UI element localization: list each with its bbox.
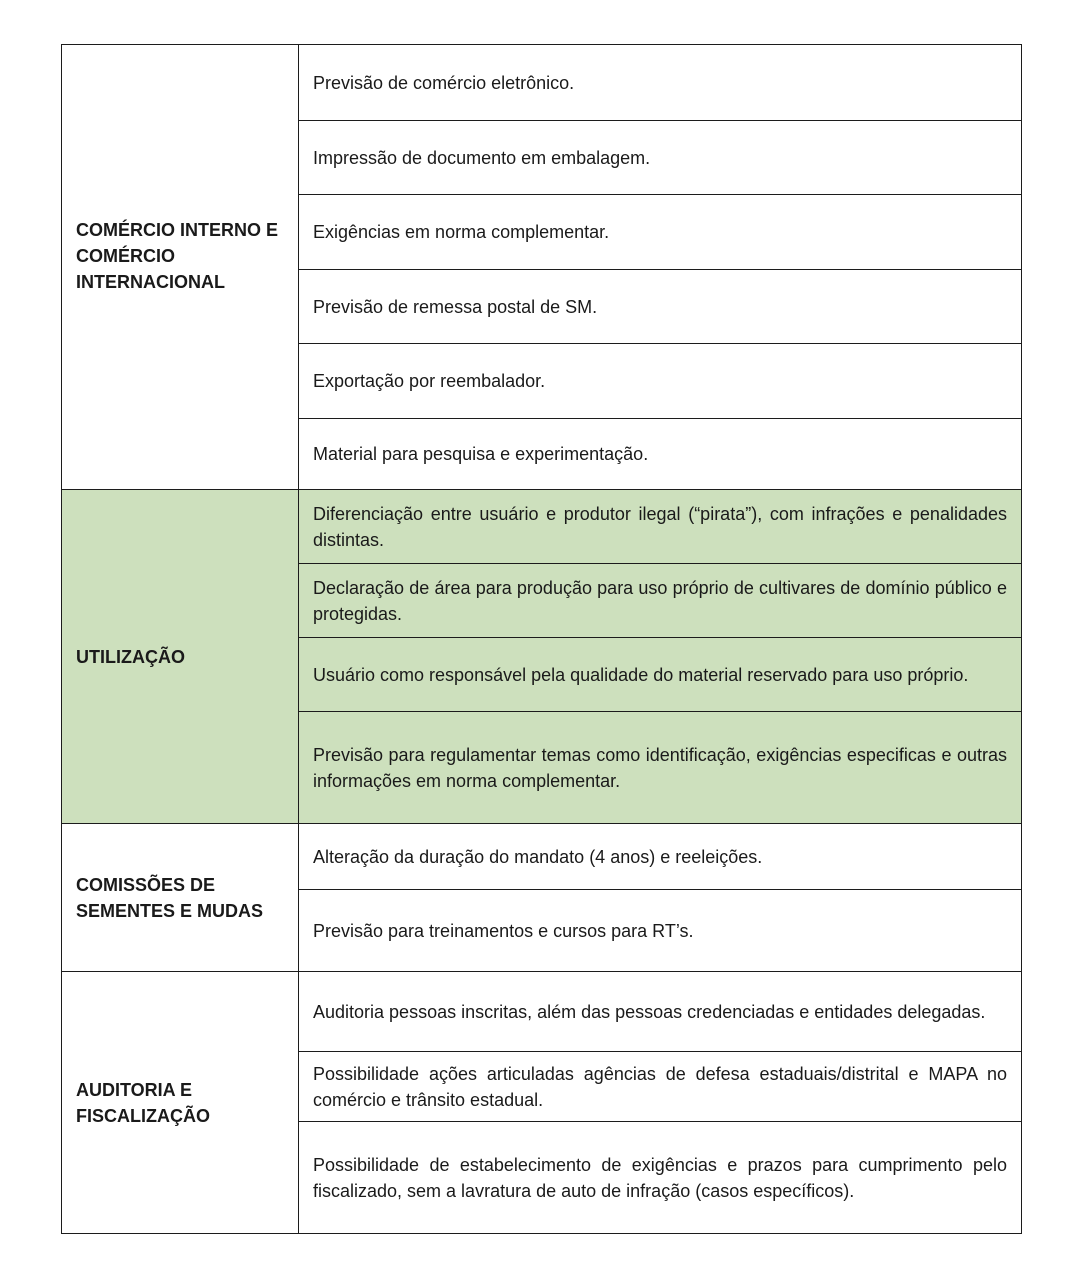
list-item: Diferenciação entre usuário e produtor ilegal (“pirata”), com infrações e penalidades distintas. <box>299 490 1022 564</box>
list-item: Previsão de comércio eletrônico. <box>299 45 1022 121</box>
list-item: Usuário como responsável pela qualidade do material reservado para uso próprio. <box>299 638 1022 712</box>
list-item: Previsão para treinamentos e cursos para RT’s. <box>299 890 1022 972</box>
list-item: Impressão de documento em embalagem. <box>299 121 1022 195</box>
list-item: Previsão para regulamentar temas como identificação, exigências especificas e outras informações em norma complementar. <box>299 712 1022 824</box>
list-item: Material para pesquisa e experimentação. <box>299 419 1022 490</box>
summary-table <box>61 44 1022 1234</box>
list-item: Declaração de área para produção para uso próprio de cultivares de domínio público e protegidas. <box>299 564 1022 638</box>
category-utilizacao: UTILIZAÇÃO <box>62 490 299 824</box>
table-row <box>62 972 1022 1052</box>
category-comissoes: COMISSÕES DE SEMENTES E MUDAS <box>62 824 299 972</box>
list-item: Possibilidade de estabelecimento de exigências e prazos para cumprimento pelo fiscalizado, sem a lavratura de auto de infração (casos específicos). <box>299 1122 1022 1234</box>
table-row <box>62 824 1022 890</box>
list-item: Possibilidade ações articuladas agências de defesa estaduais/distrital e MAPA no comércio e trânsito estadual. <box>299 1052 1022 1122</box>
list-item: Auditoria pessoas inscritas, além das pessoas credenciadas e entidades delegadas. <box>299 972 1022 1052</box>
category-comercio: COMÉRCIO INTERNO E COMÉRCIO INTERNACIONAL <box>62 45 299 490</box>
category-auditoria: AUDITORIA E FISCALIZAÇÃO <box>62 972 299 1234</box>
list-item: Exportação por reembalador. <box>299 344 1022 419</box>
list-item: Previsão de remessa postal de SM. <box>299 270 1022 344</box>
list-item: Exigências em norma complementar. <box>299 195 1022 270</box>
table-row <box>62 490 1022 564</box>
table-row <box>62 45 1022 121</box>
list-item: Alteração da duração do mandato (4 anos) e reeleições. <box>299 824 1022 890</box>
